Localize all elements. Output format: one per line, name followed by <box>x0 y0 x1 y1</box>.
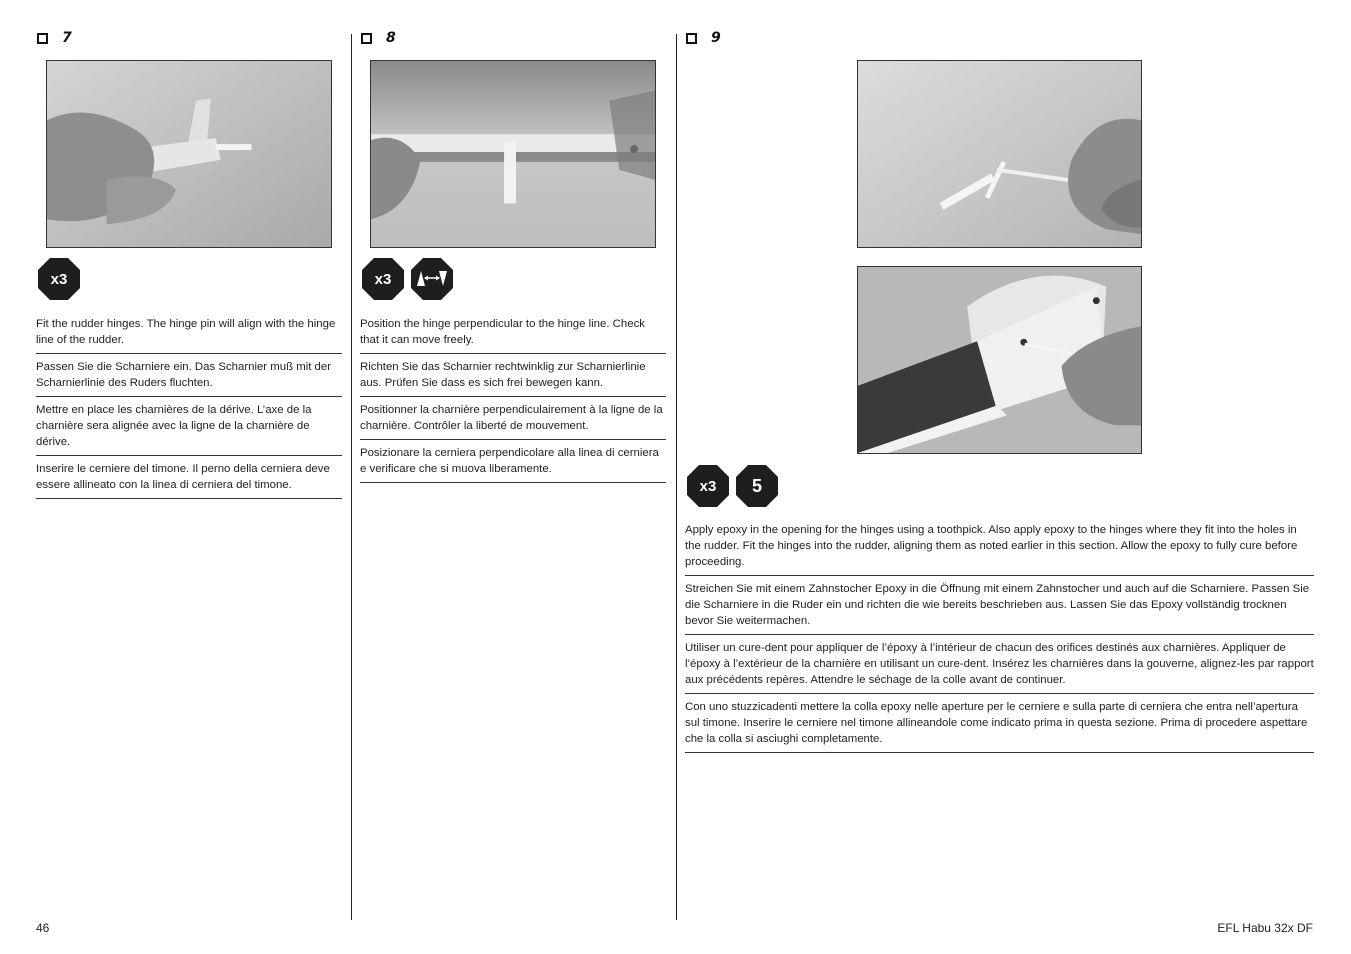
step-8-text <box>360 313 666 483</box>
step-7-text-it: Inserire le cerniere del timone. Il perno della cerniera deve essere allineato con la linea di cerniera del timone. <box>36 456 342 499</box>
step-8-quantity-label: x3 <box>374 271 392 288</box>
step-7-number: 7 <box>62 30 72 46</box>
step-8-photo <box>370 60 656 248</box>
step-9-number: 9 <box>711 30 721 46</box>
step-9-text-de: Streichen Sie mit einem Zahnstocher Epoxy in die Öffnung mit einem Zahnstocher und auch auf die Scharniere. Passen Sie die Scharniere in die Ruder ein und richten die wie bereits beschrieben aus. Lassen Sie das Epoxy vollständig trocknen bevor Sie weitermachen. <box>685 576 1314 635</box>
step-9-text <box>685 519 1314 753</box>
step-9-quantity-label: x3 <box>699 478 717 495</box>
step-8-text-en: Position the hinge perpendicular to the hinge line. Check that it can move freely. <box>360 313 666 354</box>
step-8-number: 8 <box>386 30 396 46</box>
step-9-text-en: Apply epoxy in the opening for the hinges using a toothpick. Also apply epoxy to the hinges where they fit into the holes in the rudder. Fit the hinges into the rudder, aligning them as noted earlier in this section. Allow the epoxy to fully cure before proceeding. <box>685 519 1314 576</box>
step-7-text-de: Passen Sie die Scharniere ein. Das Scharnier muß mit der Scharnierlinie des Ruders fluchten. <box>36 354 342 397</box>
step-7-text <box>36 313 342 499</box>
step-8-header <box>361 30 396 46</box>
alignment-check-icon <box>410 257 454 301</box>
step-7-header <box>37 30 72 46</box>
step-8-text-fr: Positionner la charnière perpendiculairement à la ligne de la charnière. Contrôler la liberté de mouvement. <box>360 397 666 440</box>
step-7-checkbox[interactable] <box>37 33 48 44</box>
step-7-text-fr: Mettre en place les charnières de la dérive. L’axe de la charnière sera alignée avec la ligne de la charnière de dérive. <box>36 397 342 456</box>
step-7-quantity-label: x3 <box>50 271 68 288</box>
step-8-checkbox[interactable] <box>361 33 372 44</box>
step-9-header <box>686 30 721 46</box>
step-9-cure-time-label: 5 <box>751 476 763 496</box>
page-number: 46 <box>36 921 50 935</box>
step-9-text-it: Con uno stuzzicadenti mettere la colla epoxy nelle aperture per le cerniere e sulla parte di cerniera che entra nell’apertura sul timone. Inserire le cerniere nel timone allineandole come indicato prima in questa sezione. Prima di procedere aspettare che la colla si asciughi completamente. <box>685 694 1314 753</box>
step-7-text-en: Fit the rudder hinges. The hinge pin will align with the hinge line of the rudder. <box>36 313 342 354</box>
column-divider-1 <box>351 34 352 920</box>
step-9-cure-time-badge <box>735 464 779 508</box>
product-name: EFL Habu 32x DF <box>1217 921 1313 935</box>
step-7-photo <box>46 60 332 248</box>
step-9-checkbox[interactable] <box>686 33 697 44</box>
step-9-quantity-badge <box>686 464 730 508</box>
step-9-photo-top <box>857 60 1142 248</box>
step-8-text-it: Posizionare la cerniera perpendicolare alla linea di cerniera e verificare che si muova liberamente. <box>360 440 666 483</box>
step-9-photo-bottom <box>857 266 1142 454</box>
step-8-text-de: Richten Sie das Scharnier rechtwinklig zur Scharnierlinie aus. Prüfen Sie dass es sich frei bewegen kann. <box>360 354 666 397</box>
step-8-quantity-badge <box>361 257 405 301</box>
step-9-text-fr: Utiliser un cure-dent pour appliquer de l’époxy à l’intérieur de chacun des orifices destinés aux charnières. Appliquer de l’époxy à l’extérieur de la charnière en utilisant un cure-dent. Insérez les charnières dans la gouverne, alignez-les par rapport aux précédents repères. Attendre le séchage de la colle avant de continuer. <box>685 635 1314 694</box>
step-7-quantity-badge <box>37 257 81 301</box>
column-divider-2 <box>676 34 677 920</box>
